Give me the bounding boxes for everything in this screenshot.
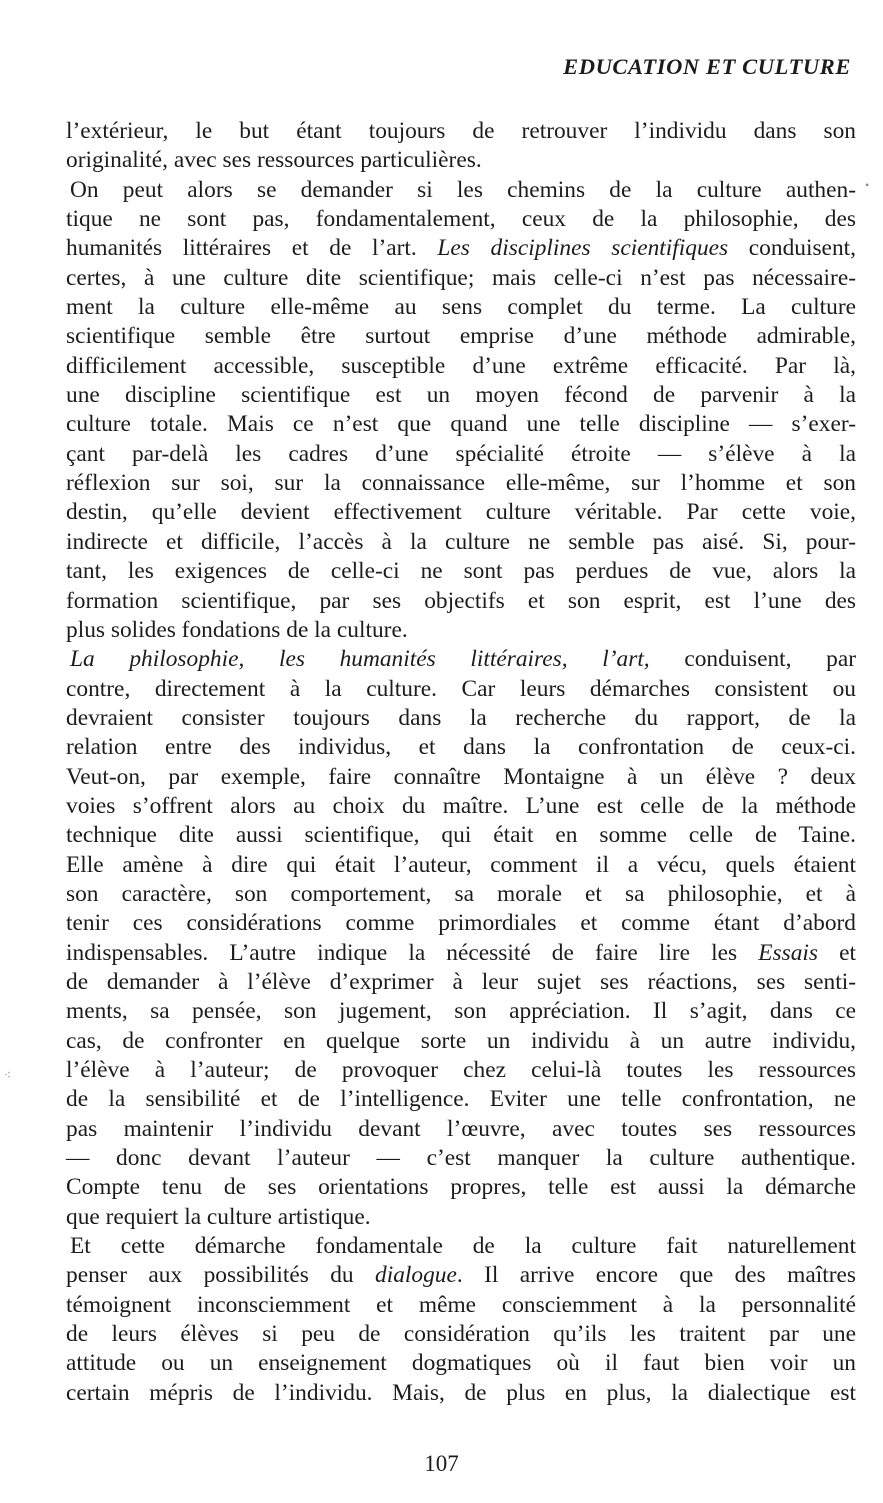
text-line: attitude ou un enseignement dogmatiques où il faut bien voir un [66,1350,856,1377]
text-line: ment la culture elle-même au sens complet du terme. La culture [66,294,856,321]
text-line: formation scientifique, par ses objectifs et son esprit, est l’une des [66,587,856,614]
text-line: l’élève à l’auteur; de provoquer chez celui-là toutes les ressources [66,1057,856,1083]
text-line: tant, les exigences de celle-ci ne sont pas perdues de vue, alors la [66,558,856,585]
text-line: de demander à l’élève d’exprimer à leur sujet ses réactions, ses senti- [66,968,856,995]
text-line: Compte tenu de ses orientations propres, telle est aussi la démarche [66,1174,856,1201]
running-header: EDUCATION ET CULTURE [563,54,851,79]
text-line: témoignent inconsciemment et même consciemment à la personnalité [66,1291,856,1318]
text-line: humanités littéraires et de l’art. Les disciplines scientifiques conduisent, [66,235,856,262]
text-line: ments, sa pensée, son jugement, son appréciation. Il s’agit, dans ce [66,998,856,1025]
text-line: tique ne sont pas, fondamentalement, ceux de la philosophie, des [66,206,856,233]
text-line: scientifique semble être surtout emprise d’une méthode admirable, [66,323,856,350]
text-line: voies s’offrent alors au choix du maître. L’une est celle de la méthode [66,792,856,819]
text-line: de leurs élèves si peu de considération qu’ils les traitent par une [66,1321,856,1348]
paper-speck-mark: • [865,178,870,192]
text-line: son caractère, son comportement, sa morale et sa philosophie, et à [66,880,856,907]
page-number: 107 [424,1451,459,1476]
emphasis: dialogue [375,1262,457,1289]
text-line: Et cette démarche fondamentale de la culture fait naturellement [70,1233,856,1260]
text-line: certes, à une culture dite scientifique; mais celle-ci n’est pas nécessaire- [66,264,856,291]
text-line: plus solides fondations de la culture. [66,616,408,643]
text-line: culture totale. Mais ce n’est que quand une telle discipline — s’exer- [66,411,856,438]
text-line: que requiert la culture artistique. [66,1203,371,1230]
text-line: contre, directement à la culture. Car leurs démarches consistent ou [66,675,856,702]
text-line: cas, de confronter en quelque sorte un individu à un autre individu, [66,1027,856,1054]
text-line: certain mépris de l’individu. Mais, de plus en plus, la dialectique est [66,1379,856,1406]
text-line: originalité, avec ses ressources particulières. [66,147,482,174]
text-line: réflexion sur soi, sur la connaissance elle-même, sur l’homme et son [66,470,856,497]
text-line: tenir ces considérations comme primordiales et comme étant d’abord [66,910,856,937]
emphasis: Les disciplines scientifiques [437,235,729,262]
text-line: technique dite aussi scientifique, qui était en somme celle de Taine. [66,822,856,849]
text-line: indirecte et difficile, l’accès à la culture ne semble pas aisé. Si, pour- [66,528,856,555]
text-line: Veut-on, par exemple, faire connaître Montaigne à un élève ? deux [66,763,856,790]
emphasis: Essais [758,939,819,966]
text-line: devraient consister toujours dans la recherche du rapport, de la [66,704,856,731]
text-line: On peut alors se demander si les chemins de la culture authen- [70,176,856,203]
text-line: — donc devant l’auteur — c’est manquer la culture authentique. [66,1145,856,1172]
text-line: destin, qu’elle devient effectivement culture véritable. Par cette voie, [66,499,856,526]
text-line: pas maintenir l’individu devant l’œuvre, avec toutes ses ressources [66,1115,856,1142]
paper-speck-mark: ⁖ [4,1068,12,1082]
text-line: difficilement accessible, susceptible d’une extrême efficacité. Par là, [66,352,856,379]
text-line: Elle amène à dire qui était l’auteur, comment il a vécu, quels étaient [66,851,856,878]
text-line: çant par-delà les cadres d’une spécialité étroite — s’élève à la [66,440,856,467]
text-line: relation entre des individus, et dans la confrontation de ceux-ci. [66,734,856,761]
text-line: de la sensibilité et de l’intelligence. Eviter une telle confrontation, ne [66,1086,856,1113]
text-line: une discipline scientifique est un moyen fécond de parvenir à la [66,382,856,409]
text-line: indispensables. L’autre indique la nécessité de faire lire les Essais et [66,939,856,966]
text-line: penser aux possibilités du dialogue. Il arrive encore que des maîtres [66,1262,856,1289]
text-line: La philosophie, les humanités littéraires, l’art, conduisent, par [70,646,856,673]
text-line: l’extérieur, le but étant toujours de retrouver l’individu dans son [66,118,856,144]
body-text [66,117,856,1408]
emphasis: La philosophie, les humanités littéraires, l’art, [70,646,650,673]
